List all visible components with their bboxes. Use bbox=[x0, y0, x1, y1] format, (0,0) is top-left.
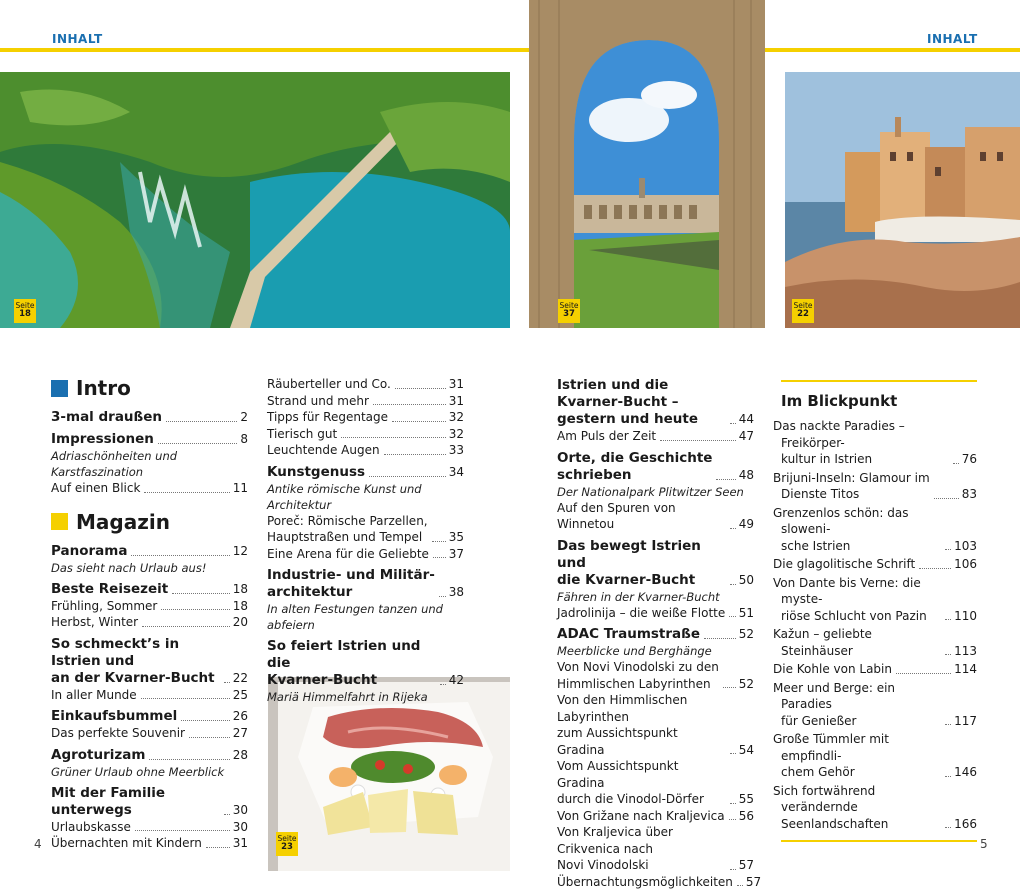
toc-leader-dots bbox=[945, 827, 951, 828]
toc-page-number: 51 bbox=[739, 605, 754, 622]
toc-page-number: 52 bbox=[739, 626, 754, 643]
header-rule-left bbox=[0, 48, 529, 52]
toc-page-number: 49 bbox=[739, 516, 754, 533]
toc-entry[interactable] bbox=[557, 874, 754, 890]
toc-entry[interactable] bbox=[51, 480, 248, 497]
toc-column-1 bbox=[51, 376, 248, 852]
intro-list bbox=[51, 409, 248, 497]
toc-entry-title: Strand und mehr bbox=[267, 393, 369, 410]
toc-entry[interactable] bbox=[781, 505, 977, 555]
toc-leader-dots bbox=[730, 753, 736, 754]
toc-leader-dots bbox=[945, 776, 951, 777]
toc-entry-title: Urlaubskasse bbox=[51, 819, 131, 836]
toc-page-number: 33 bbox=[449, 442, 464, 459]
toc-entry-title: Istrien und die Kvarner-Bucht – gestern und heute bbox=[557, 377, 726, 428]
toc-entry[interactable] bbox=[781, 470, 977, 503]
toc-entry-heading[interactable] bbox=[557, 626, 754, 643]
photo-badge-pula bbox=[558, 299, 580, 323]
photo-pula-arena bbox=[529, 0, 765, 328]
toc-subtitle: Meerblicke und Berghänge bbox=[557, 643, 754, 659]
toc-page-number: 31 bbox=[449, 376, 464, 393]
toc-entry-title: Einkaufsbummel bbox=[51, 708, 177, 725]
toc-subtitle: Adriaschönheiten und Karstfaszination bbox=[51, 448, 248, 480]
header-label-left: INHALT bbox=[52, 32, 103, 46]
toc-entry[interactable] bbox=[267, 393, 464, 410]
toc-page-number: 114 bbox=[954, 661, 977, 678]
toc-entry-title: Am Puls der Zeit bbox=[557, 428, 656, 445]
toc-entry-title: Tipps für Regentage bbox=[267, 409, 388, 426]
toc-page-number: 31 bbox=[233, 835, 248, 852]
toc-page-number: 166 bbox=[954, 816, 977, 833]
badge-page: 37 bbox=[558, 310, 580, 319]
toc-entry[interactable] bbox=[781, 626, 977, 659]
toc-entry-title: So feiert Istrien und die Kvarner-Bucht bbox=[267, 638, 436, 689]
toc-entry[interactable] bbox=[557, 692, 754, 758]
toc-leader-dots bbox=[135, 830, 230, 831]
toc-entry-title: Von Dante bis Verne: die myste- riöse Schlucht von Pazin bbox=[781, 575, 941, 625]
toc-entry-title: Agroturizam bbox=[51, 747, 145, 764]
toc-leader-dots bbox=[224, 814, 230, 815]
toc-subtitle: Fähren in der Kvarner-Bucht bbox=[557, 589, 754, 605]
blickpunkt-list bbox=[781, 418, 977, 832]
section-intro-title: Intro bbox=[51, 376, 248, 400]
toc-entry[interactable] bbox=[557, 428, 754, 445]
toc-entry[interactable] bbox=[557, 500, 754, 533]
toc-entry[interactable] bbox=[557, 824, 754, 874]
toc-page-number: 8 bbox=[240, 431, 248, 448]
toc-entry-heading[interactable] bbox=[51, 581, 248, 598]
toc-subtitle: Antike römische Kunst und Architektur bbox=[267, 481, 464, 513]
toc-leader-dots bbox=[660, 440, 736, 441]
toc-entry-title: Auf einen Blick bbox=[51, 480, 140, 497]
toc-leader-dots bbox=[144, 492, 229, 493]
col2-list bbox=[267, 376, 464, 705]
toc-leader-dots bbox=[181, 720, 229, 721]
toc-leader-dots bbox=[341, 437, 446, 438]
toc-leader-dots bbox=[730, 423, 736, 424]
toc-subtitle: Grüner Urlaub ohne Meerblick bbox=[51, 764, 248, 780]
toc-entry-title: Herbst, Winter bbox=[51, 614, 138, 631]
toc-page-number: 35 bbox=[449, 529, 464, 546]
toc-page-number: 42 bbox=[449, 672, 464, 689]
toc-entry-heading[interactable] bbox=[51, 543, 248, 560]
toc-leader-dots bbox=[172, 593, 229, 594]
toc-entry-title: Beste Reisezeit bbox=[51, 581, 168, 598]
col3-list bbox=[557, 377, 754, 890]
toc-entry-title: Orte, die Geschichte schrieben bbox=[557, 450, 712, 484]
toc-leader-dots bbox=[729, 819, 736, 820]
toc-page-number: 25 bbox=[233, 687, 248, 704]
toc-entry[interactable] bbox=[267, 376, 464, 393]
photo-badge-food bbox=[276, 832, 298, 856]
toc-page-number: 117 bbox=[954, 713, 977, 730]
toc-entry-title: Poreč: Römische Parzellen, Hauptstraßen und Tempel bbox=[267, 513, 428, 546]
photo-food-plate bbox=[268, 677, 510, 871]
toc-entry-title: Das bewegt Istrien und die Kvarner-Bucht bbox=[557, 538, 726, 589]
toc-entry[interactable] bbox=[267, 442, 464, 459]
toc-entry-title: Das nackte Paradies – Freikörper- kultur in Istrien bbox=[781, 418, 949, 468]
toc-entry-title: Von den Himmlischen Labyrinthen zum Aussichtspunkt Gradina bbox=[557, 692, 726, 758]
badge-page: 23 bbox=[276, 843, 298, 852]
toc-leader-dots bbox=[919, 568, 951, 569]
toc-entry-title: Industrie- und Militär- architektur bbox=[267, 567, 435, 601]
toc-leader-dots bbox=[189, 737, 230, 738]
toc-page-number: 44 bbox=[739, 411, 754, 428]
page-number-left: 4 bbox=[34, 837, 42, 851]
toc-entry[interactable] bbox=[267, 426, 464, 443]
toc-entry-title: Übernachten mit Kindern bbox=[51, 835, 202, 852]
toc-entry[interactable] bbox=[51, 819, 248, 836]
toc-page-number: 18 bbox=[233, 581, 248, 598]
toc-page-number: 47 bbox=[739, 428, 754, 445]
toc-entry-title: Auf den Spuren von Winnetou bbox=[557, 500, 726, 533]
toc-entry[interactable] bbox=[51, 598, 248, 615]
toc-leader-dots bbox=[730, 528, 736, 529]
toc-entry[interactable] bbox=[51, 835, 248, 852]
toc-page-number: 110 bbox=[954, 608, 977, 625]
toc-entry-title: Grenzenlos schön: das sloweni- sche Istrien bbox=[781, 505, 941, 555]
toc-page-number: 30 bbox=[233, 819, 248, 836]
badge-label: Seite bbox=[15, 301, 34, 310]
toc-entry-title: Von Grižane nach Kraljevica bbox=[557, 808, 725, 825]
toc-entry[interactable] bbox=[781, 418, 977, 468]
toc-page-number: 113 bbox=[954, 643, 977, 660]
section-square-icon bbox=[51, 513, 68, 530]
toc-page-number: 27 bbox=[233, 725, 248, 742]
toc-entry-title: Die Kohle von Labin bbox=[781, 661, 892, 678]
toc-entry-title: Tierisch gut bbox=[267, 426, 337, 443]
header-label-right: INHALT bbox=[927, 32, 978, 46]
toc-leader-dots bbox=[142, 626, 230, 627]
toc-entry[interactable] bbox=[51, 614, 248, 631]
toc-page-number: 28 bbox=[233, 747, 248, 764]
toc-leader-dots bbox=[395, 388, 446, 389]
badge-label: Seite bbox=[559, 301, 578, 310]
toc-page-number: 50 bbox=[739, 572, 754, 589]
toc-leader-dots bbox=[716, 479, 735, 480]
toc-leader-dots bbox=[730, 869, 736, 870]
toc-leader-dots bbox=[945, 619, 951, 620]
toc-entry-title: Vom Aussichtspunkt Gradina durch die Vinodol-Dörfer bbox=[557, 758, 726, 808]
toc-page-number: 32 bbox=[449, 426, 464, 443]
toc-entry-heading[interactable] bbox=[267, 638, 464, 689]
toc-page-number: 103 bbox=[954, 538, 977, 555]
photo-badge-plitvice bbox=[14, 299, 36, 323]
toc-leader-dots bbox=[392, 421, 446, 422]
toc-entry-title: Mit der Familie unterwegs bbox=[51, 785, 220, 819]
toc-page-number: 48 bbox=[739, 467, 754, 484]
toc-entry-title: Das perfekte Souvenir bbox=[51, 725, 185, 742]
toc-page-number: 34 bbox=[449, 464, 464, 481]
toc-entry-title: Übernachtungsmöglichkeiten bbox=[557, 874, 733, 890]
toc-leader-dots bbox=[149, 759, 229, 760]
toc-subtitle: Mariä Himmelfahrt in Rijeka bbox=[267, 689, 464, 705]
toc-entry-title: Eine Arena für die Geliebte bbox=[267, 546, 429, 563]
toc-leader-dots bbox=[953, 463, 959, 464]
toc-page-number: 52 bbox=[739, 676, 754, 693]
photo-plitvice bbox=[0, 72, 510, 328]
toc-entry-title: ADAC Traumstraße bbox=[557, 626, 700, 643]
toc-leader-dots bbox=[945, 654, 951, 655]
toc-leader-dots bbox=[730, 584, 736, 585]
toc-page-number: 31 bbox=[449, 393, 464, 410]
toc-page-number: 106 bbox=[954, 556, 977, 573]
toc-subtitle: Der Nationalpark Plitwitzer Seen bbox=[557, 484, 754, 500]
toc-entry-title: Jadrolinija – die weiße Flotte bbox=[557, 605, 725, 622]
toc-leader-dots bbox=[206, 847, 230, 848]
toc-entry[interactable] bbox=[781, 661, 977, 678]
section-square-icon bbox=[51, 380, 68, 397]
badge-page: 22 bbox=[792, 310, 814, 319]
toc-entry-title: Von Kraljevica über Crikvenica nach Novi Vinodolski bbox=[557, 824, 726, 874]
blickpunkt-rule-bottom bbox=[781, 840, 977, 842]
toc-entry[interactable] bbox=[267, 513, 464, 546]
section-magazin-title: Magazin bbox=[51, 510, 248, 534]
toc-leader-dots bbox=[141, 698, 230, 699]
toc-leader-dots bbox=[432, 541, 446, 542]
toc-entry-title: Von Novi Vinodolski zu den Himmlischen Labyrinthen bbox=[557, 659, 719, 692]
toc-leader-dots bbox=[158, 443, 237, 444]
page-number-right: 5 bbox=[980, 837, 988, 851]
toc-leader-dots bbox=[439, 596, 446, 597]
toc-entry-title: Leuchtende Augen bbox=[267, 442, 380, 459]
toc-column-2 bbox=[267, 376, 464, 705]
toc-entry-title: In aller Munde bbox=[51, 687, 137, 704]
toc-entry[interactable] bbox=[781, 731, 977, 781]
toc-leader-dots bbox=[369, 476, 446, 477]
toc-entry-heading[interactable] bbox=[51, 747, 248, 764]
toc-leader-dots bbox=[934, 498, 959, 499]
toc-entry-heading[interactable] bbox=[51, 409, 248, 426]
toc-entry-title: Frühling, Sommer bbox=[51, 598, 157, 615]
toc-page-number: 54 bbox=[739, 742, 754, 759]
toc-entry-heading[interactable] bbox=[267, 567, 464, 601]
toc-leader-dots bbox=[896, 673, 951, 674]
toc-entry[interactable] bbox=[267, 546, 464, 563]
toc-page-number: 22 bbox=[233, 670, 248, 687]
header-rule-right bbox=[765, 48, 1020, 52]
toc-page-number: 55 bbox=[739, 791, 754, 808]
toc-page-number: 18 bbox=[233, 598, 248, 615]
toc-subtitle: In alten Festungen tanzen und abfeiern bbox=[267, 601, 464, 633]
toc-entry-heading[interactable] bbox=[557, 538, 754, 589]
toc-entry-title: Sich fortwährend verändernde Seenlandschaften bbox=[781, 783, 941, 833]
badge-label: Seite bbox=[793, 301, 812, 310]
toc-leader-dots bbox=[131, 555, 229, 556]
toc-entry-title: So schmeckt’s in Istrien und an der Kvarner-Bucht bbox=[51, 636, 220, 687]
toc-column-3 bbox=[557, 372, 754, 890]
toc-leader-dots bbox=[166, 421, 237, 422]
toc-page-number: 30 bbox=[233, 802, 248, 819]
toc-page-number: 146 bbox=[954, 764, 977, 781]
toc-entry[interactable] bbox=[781, 556, 977, 573]
toc-entry-heading[interactable] bbox=[51, 636, 248, 687]
badge-label: Seite bbox=[277, 834, 296, 843]
toc-entry[interactable] bbox=[51, 687, 248, 704]
blickpunkt-title: Im Blickpunkt bbox=[781, 392, 977, 410]
toc-entry-title: Meer und Berge: ein Paradies für Genießer bbox=[781, 680, 941, 730]
toc-entry-title: Impressionen bbox=[51, 431, 154, 448]
toc-leader-dots bbox=[945, 724, 951, 725]
toc-leader-dots bbox=[730, 803, 736, 804]
toc-entry-title: Panorama bbox=[51, 543, 127, 560]
toc-page-number: 37 bbox=[449, 546, 464, 563]
toc-entry[interactable] bbox=[557, 808, 754, 825]
toc-page-number: 38 bbox=[449, 584, 464, 601]
toc-entry-heading[interactable] bbox=[557, 450, 754, 484]
toc-entry[interactable] bbox=[781, 680, 977, 730]
toc-page-number: 32 bbox=[449, 409, 464, 426]
toc-leader-dots bbox=[373, 404, 446, 405]
toc-page-number: 56 bbox=[739, 808, 754, 825]
toc-page-number: 26 bbox=[233, 708, 248, 725]
toc-entry[interactable] bbox=[267, 409, 464, 426]
toc-column-4 bbox=[781, 380, 977, 842]
toc-entry-heading[interactable] bbox=[51, 785, 248, 819]
toc-leader-dots bbox=[161, 609, 229, 610]
toc-page-number: 57 bbox=[746, 874, 761, 890]
toc-entry-title: Räuberteller und Co. bbox=[267, 376, 391, 393]
badge-page: 18 bbox=[14, 310, 36, 319]
toc-leader-dots bbox=[729, 616, 735, 617]
toc-leader-dots bbox=[723, 687, 736, 688]
toc-page-number: 83 bbox=[962, 486, 977, 503]
toc-leader-dots bbox=[704, 638, 736, 639]
toc-page-number: 76 bbox=[962, 451, 977, 468]
toc-entry-heading[interactable] bbox=[51, 431, 248, 448]
toc-leader-dots bbox=[737, 885, 743, 886]
toc-entry[interactable] bbox=[557, 758, 754, 808]
toc-entry[interactable] bbox=[51, 725, 248, 742]
toc-entry[interactable] bbox=[557, 659, 754, 692]
toc-entry-heading[interactable] bbox=[267, 464, 464, 481]
toc-leader-dots bbox=[433, 557, 446, 558]
blickpunkt-rule-top bbox=[781, 380, 977, 382]
toc-entry-heading[interactable] bbox=[51, 708, 248, 725]
toc-leader-dots bbox=[440, 684, 446, 685]
toc-entry-heading[interactable] bbox=[557, 377, 754, 428]
photo-rovinj bbox=[785, 72, 1020, 328]
toc-leader-dots bbox=[384, 454, 446, 455]
toc-leader-dots bbox=[224, 682, 230, 683]
magazin-list bbox=[51, 543, 248, 852]
toc-leader-dots bbox=[945, 549, 951, 550]
toc-page-number: 12 bbox=[233, 543, 248, 560]
toc-page-number: 57 bbox=[739, 857, 754, 874]
toc-entry-title: 3-mal draußen bbox=[51, 409, 162, 426]
toc-entry-title: Kunstgenuss bbox=[267, 464, 365, 481]
toc-entry-title: Kažun – geliebte Steinhäuser bbox=[781, 626, 941, 659]
toc-subtitle: Das sieht nach Urlaub aus! bbox=[51, 560, 248, 576]
toc-entry[interactable] bbox=[781, 783, 977, 833]
toc-entry-title: Große Tümmler mit empfindli- chem Gehör bbox=[781, 731, 941, 781]
toc-entry[interactable] bbox=[557, 605, 754, 622]
toc-entry[interactable] bbox=[781, 575, 977, 625]
photo-badge-rovinj bbox=[792, 299, 814, 323]
toc-page-number: 20 bbox=[233, 614, 248, 631]
toc-page-number: 11 bbox=[233, 480, 248, 497]
toc-page-number: 2 bbox=[240, 409, 248, 426]
toc-entry-title: Die glagolitische Schrift bbox=[781, 556, 915, 573]
toc-entry-title: Brijuni-Inseln: Glamour im Dienste Titos bbox=[781, 470, 930, 503]
